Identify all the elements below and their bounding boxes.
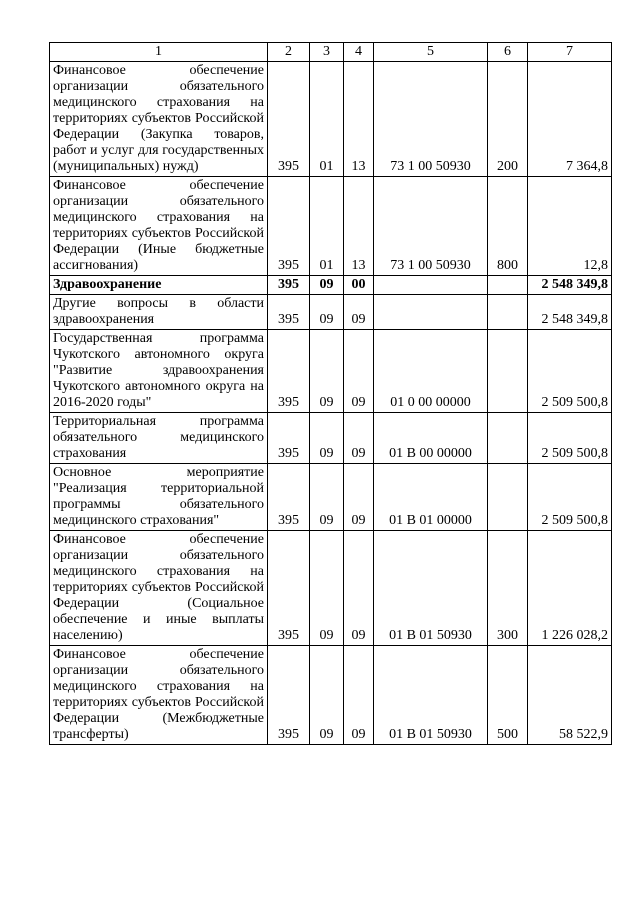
expense-type-cell: 500 [488, 646, 528, 745]
item-name-cell: Государственная программа Чукотского автономного округа "Развитие здравоохранения Чукотского автономного округа на 2016-2020 годы" [50, 330, 268, 413]
subsection-code-cell: 09 [344, 413, 374, 464]
item-name-cell: Финансовое обеспечение организации обязательного медицинского страхования на территориях субъектов Российской Федерации (Иные бюджетные ассигнования) [50, 177, 268, 276]
expense-type-cell: 800 [488, 177, 528, 276]
subsection-code-cell: 09 [344, 330, 374, 413]
expense-type-cell: 200 [488, 62, 528, 177]
amount-cell: 2 509 500,8 [528, 330, 612, 413]
item-name-cell: Территориальная программа обязательного медицинского страхования [50, 413, 268, 464]
section-code-cell: 09 [310, 276, 344, 295]
expense-type-cell [488, 276, 528, 295]
target-article-cell: 01 В 00 00000 [374, 413, 488, 464]
subsection-code-cell: 00 [344, 276, 374, 295]
table-row [50, 646, 612, 745]
table-row [50, 531, 612, 646]
table-row [50, 464, 612, 531]
target-article-cell [374, 295, 488, 330]
subsection-code-cell: 09 [344, 295, 374, 330]
column-header-5: 5 [374, 43, 488, 62]
amount-cell: 12,8 [528, 177, 612, 276]
target-article-cell: 73 1 00 50930 [374, 62, 488, 177]
ministry-code-cell: 395 [268, 413, 310, 464]
item-name-cell: Другие вопросы в области здравоохранения [50, 295, 268, 330]
item-name-cell: Основное мероприятие "Реализация территориальной программы обязательного медицинского страхования" [50, 464, 268, 531]
column-header-2: 2 [268, 43, 310, 62]
section-code-cell: 09 [310, 413, 344, 464]
column-header-1: 1 [50, 43, 268, 62]
section-code-cell: 01 [310, 62, 344, 177]
amount-cell: 2 509 500,8 [528, 464, 612, 531]
table-row [50, 295, 612, 330]
ministry-code-cell: 395 [268, 177, 310, 276]
amount-cell: 7 364,8 [528, 62, 612, 177]
amount-cell: 1 226 028,2 [528, 531, 612, 646]
subsection-code-cell: 09 [344, 646, 374, 745]
item-name-cell: Финансовое обеспечение организации обязательного медицинского страхования на территориях субъектов Российской Федерации (Социальное обеспечение и иные выплаты населению) [50, 531, 268, 646]
amount-cell: 2 509 500,8 [528, 413, 612, 464]
table-row [50, 413, 612, 464]
target-article-cell [374, 276, 488, 295]
ministry-code-cell: 395 [268, 62, 310, 177]
column-header-7: 7 [528, 43, 612, 62]
table-row [50, 62, 612, 177]
table-body [50, 62, 612, 745]
table-row [50, 330, 612, 413]
expense-type-cell [488, 295, 528, 330]
target-article-cell: 01 В 01 00000 [374, 464, 488, 531]
table-row [50, 177, 612, 276]
amount-cell: 2 548 349,8 [528, 276, 612, 295]
ministry-code-cell: 395 [268, 646, 310, 745]
ministry-code-cell: 395 [268, 276, 310, 295]
target-article-cell: 01 В 01 50930 [374, 531, 488, 646]
section-code-cell: 09 [310, 646, 344, 745]
target-article-cell: 01 В 01 50930 [374, 646, 488, 745]
ministry-code-cell: 395 [268, 464, 310, 531]
column-header-3: 3 [310, 43, 344, 62]
section-code-cell: 09 [310, 295, 344, 330]
table-row [50, 276, 612, 295]
expense-type-cell [488, 330, 528, 413]
column-header-6: 6 [488, 43, 528, 62]
target-article-cell: 73 1 00 50930 [374, 177, 488, 276]
section-code-cell: 01 [310, 177, 344, 276]
column-header-4: 4 [344, 43, 374, 62]
section-code-cell: 09 [310, 531, 344, 646]
item-name-cell: Финансовое обеспечение организации обязательного медицинского страхования на территориях субъектов Российской Федерации (Межбюджетные трансферты) [50, 646, 268, 745]
subsection-code-cell: 13 [344, 177, 374, 276]
target-article-cell: 01 0 00 00000 [374, 330, 488, 413]
subsection-code-cell: 13 [344, 62, 374, 177]
budget-table [49, 42, 612, 745]
item-name-cell: Финансовое обеспечение организации обязательного медицинского страхования на территориях субъектов Российской Федерации (Закупка товаров, работ и услуг для государственных (муниципальных) нужд) [50, 62, 268, 177]
ministry-code-cell: 395 [268, 295, 310, 330]
subsection-code-cell: 09 [344, 464, 374, 531]
amount-cell: 58 522,9 [528, 646, 612, 745]
expense-type-cell [488, 413, 528, 464]
item-name-cell: Здравоохранение [50, 276, 268, 295]
header-row [50, 43, 612, 62]
section-code-cell: 09 [310, 464, 344, 531]
section-code-cell: 09 [310, 330, 344, 413]
ministry-code-cell: 395 [268, 531, 310, 646]
amount-cell: 2 548 349,8 [528, 295, 612, 330]
subsection-code-cell: 09 [344, 531, 374, 646]
expense-type-cell: 300 [488, 531, 528, 646]
expense-type-cell [488, 464, 528, 531]
ministry-code-cell: 395 [268, 330, 310, 413]
